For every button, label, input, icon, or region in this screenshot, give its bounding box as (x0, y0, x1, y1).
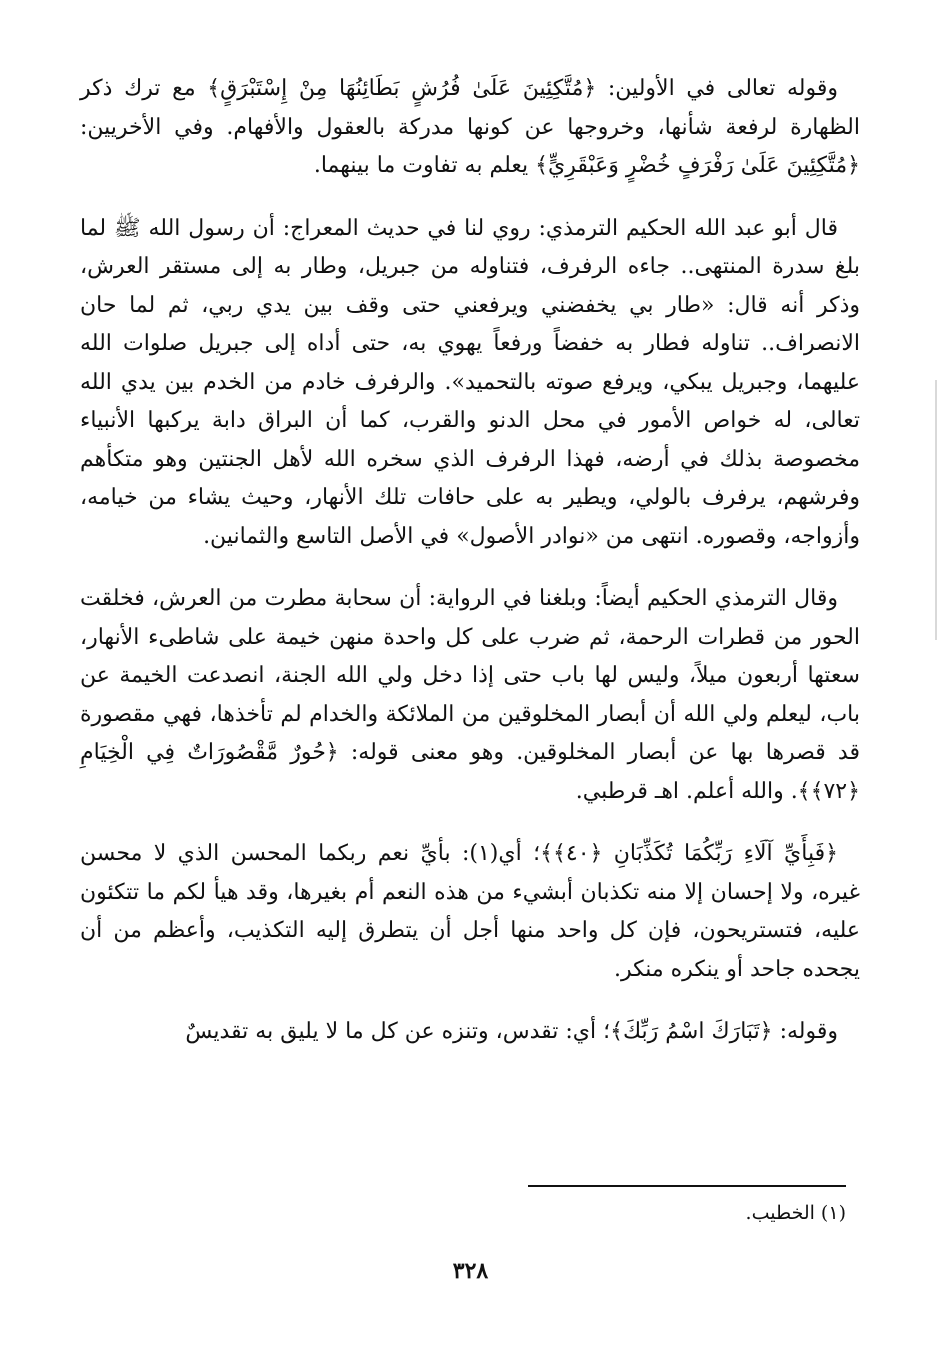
paragraph-2: قال أبو عبد الله الحكيم الترمذي: روي لنا في حديث المعراج: أن رسول الله ﷺ لما بلغ سدرة المنتهى.. جاءه الرفرف، فتناوله من جبريل، وطار به إلى مستقر العرش، وذكر أنه قال: «طار بي يخفضني ويرفعني حتى وقف بين يدي ربي، ثم لما حان الانصراف.. تناوله فطار به خفضاً ورفعاً يهوي به، حتى أداه إلى جبريل صلوات الله عليهما، وجبريل يبكي، ويرفع صوته بالتحميد». والرفرف خادم من الخدم بين يدي الله تعالى، له خواص الأمور في محل الدنو والقرب، كما أن البراق دابة يركبها الأنبياء مخصوصة بذلك في أرضه، فهذا الرفرف الذي سخره الله لأهل الجنتين وهو متكأهم وفرشهم، يرفرف بالولي، ويطير به على حافات تلك الأنهار، وحيث يشاء من خيامه، وأزواجه، وقصوره. انتهى من «نوادر الأصول» في الأصل التاسع والثمانين. (80, 215, 860, 549)
main-text (80, 70, 860, 1076)
footnote-separator (528, 1185, 846, 1187)
paragraph-1: وقوله تعالى في الأولين: ﴿مُتَّكِئِينَ عَلَىٰ فُرُشٍ بَطَائِنُهَا مِنْ إِسْتَبْرَقٍ﴾ مع ترك ذكر الظهارة لرفعة شأنها، وخروجها عن كونها مدركة بالعقول والأفهام. وفي الأخريين: ﴿مُتَّكِئِينَ عَلَىٰ رَفْرَفٍ خُضْرٍ وَعَبْقَرِيٍّ﴾ يعلم به تفاوت ما بينهما. (80, 76, 860, 178)
paragraph-4: ﴿فَبِأَيِّ آلَاءِ رَبِّكُمَا تُكَذِّبَانِ ﴿٤٠﴾﴾؛ أي(١): بأيِّ نعم ربكما المحسن الذي لا محسن غيره، ولا إحسان إلا منه تكذبان أبشيء من هذه النعم أم بغيرها، وقد هيأ لكم ما تتكئون عليه، فتستريحون، فإن كل واحد منها أجل أن يتطرق إليه التكذيب، وأعظم من أن يجحده جاحد أو ينكره منكر. (80, 841, 860, 982)
page-edge-shadow (935, 380, 937, 640)
paragraph-3: وقال الترمذي الحكيم أيضاً: وبلغنا في الرواية: أن سحابة مطرت من العرش، فخلقت الحور من قطرات الرحمة، ثم ضرب على كل واحدة منهن خيمة على شاطىء الأنهار، سعتها أربعون ميلاً، وليس لها باب حتى إذا دخل ولي الله الجنة، انصدعت الخيمة عن باب، ليعلم ولي الله أن أبصار المخلوقين من الملائكة والخدام لم تأخذها، فهي مقصورة قد قصرها بها عن أبصار المخلوقين. وهو معنى قوله: ﴿حُورٌ مَّقْصُورَاتٌ فِي الْخِيَامِ ﴿٧٢﴾﴾. والله أعلم. اهـ قرطبي. (80, 586, 860, 804)
footnote: (١) الخطيب. (745, 1202, 846, 1224)
page-number: ٣٢٨ (452, 1258, 489, 1284)
paragraph-5: وقوله: ﴿تَبَارَكَ اسْمُ رَبِّكَ﴾؛ أي: تقدس، وتنزه عن كل ما لا يليق به تقديسٌ (185, 1019, 838, 1044)
